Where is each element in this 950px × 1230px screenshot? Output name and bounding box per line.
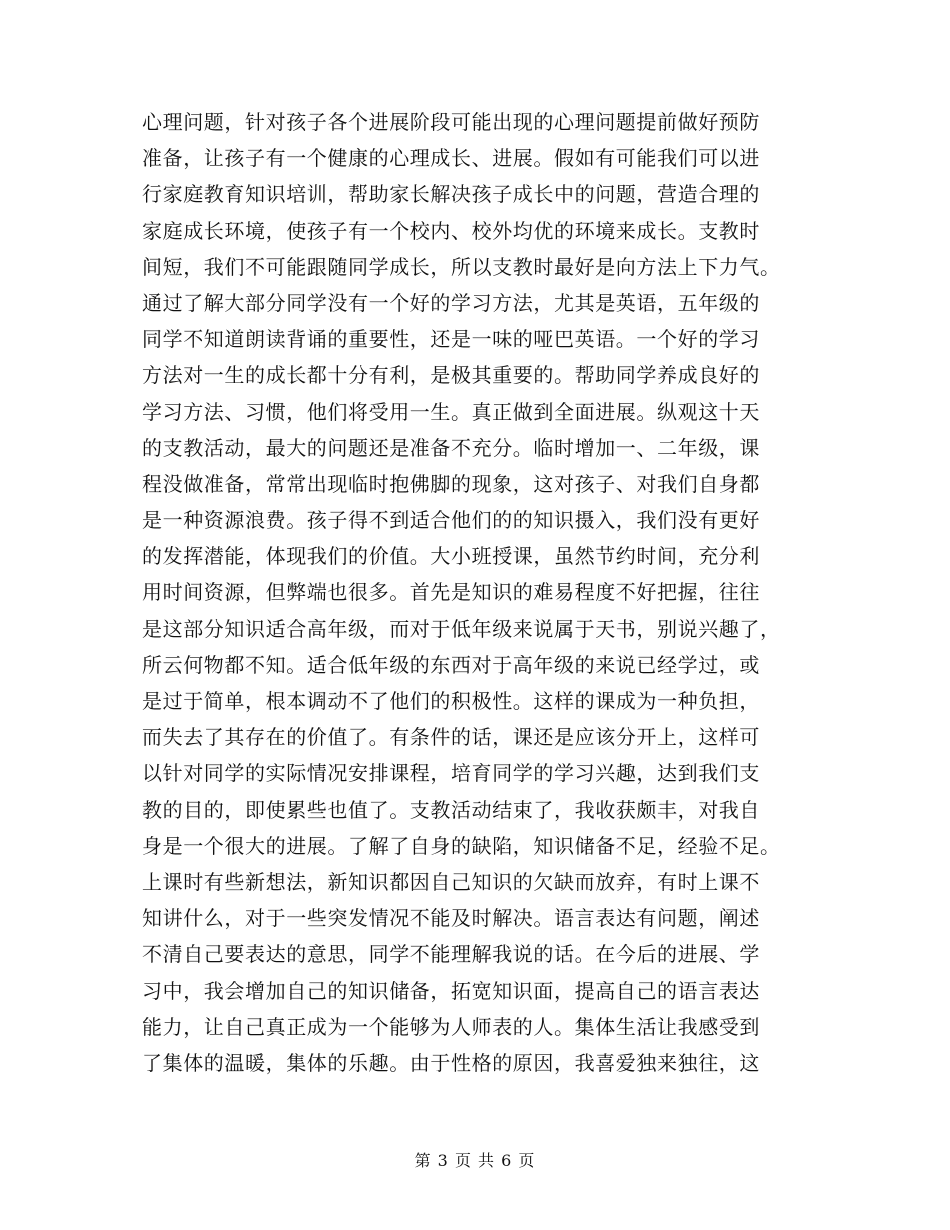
text-line: 通过了解大部分同学没有一个好的学习方法，尤其是英语，五年级的 xyxy=(142,290,760,315)
text-line: 准备，让孩子有一个健康的心理成长、进展。假如有可能我们可以进 xyxy=(142,146,760,171)
text-line: 家庭成长环境，使孩子有一个校内、校外均优的环境来成长。支教时 xyxy=(142,218,760,243)
text-line: 身是一个很大的进展。了解了自身的缺陷，知识储备不足，经验不足。 xyxy=(142,833,781,858)
text-line: 程没做准备，常常出现临时抱佛脚的现象，这对孩子、对我们自身都 xyxy=(142,471,760,496)
text-line: 是过于简单，根本调动不了他们的积极性。这样的课成为一种负担， xyxy=(142,689,760,713)
text-line: 同学不知道朗读背诵的重要性，还是一味的哑巴英语。一个好的学习 xyxy=(142,327,760,352)
text-line: 所云何物都不知。适合低年级的东西对于高年级的来说已经学过，或 xyxy=(142,652,760,677)
text-line: 而失去了其存在的价值了。有条件的话，课还是应该分开上，这样可 xyxy=(142,725,760,750)
page-footer xyxy=(0,1148,950,1171)
text-line: 用时间资源，但弊端也很多。首先是知识的难易程度不好把握，往往 xyxy=(142,580,760,605)
text-line: 能力，让自己真正成为一个能够为人师表的人。集体生活让我感受到 xyxy=(142,1014,760,1039)
text-line: 是这部分知识适合高年级，而对于低年级来说属于天书，别说兴趣了， xyxy=(142,616,781,641)
text-line: 心理问题，针对孩子各个进展阶段可能出现的心理问题提前做好预防 xyxy=(142,110,760,134)
text-line: 的支教活动，最大的问题还是准备不充分。临时增加一、二年级，课 xyxy=(142,435,760,460)
body-text xyxy=(142,104,822,1081)
text-line: 间短，我们不可能跟随同学成长，所以支教时最好是向方法上下力气。 xyxy=(142,254,781,279)
page-number: 第 3 页 共 6 页 xyxy=(414,1151,536,1170)
text-line: 是一种资源浪费。孩子得不到适合他们的的知识摄入，我们没有更好 xyxy=(142,508,760,533)
text-line: 学习方法、习惯，他们将受用一生。真正做到全面进展。纵观这十天 xyxy=(142,399,760,424)
text-line: 行家庭教育知识培训，帮助家长解决孩子成长中的问题，营造合理的 xyxy=(142,182,760,207)
text-line: 上课时有些新想法，新知识都因自己知识的欠缺而放弃，有时上课不 xyxy=(142,869,760,894)
text-line: 的发挥潜能，体现我们的价值。大小班授课，虽然节约时间，充分利 xyxy=(142,544,760,569)
text-line: 不清自己要表达的意思，同学不能理解我说的话。在今后的进展、学 xyxy=(142,942,760,967)
text-line: 了集体的温暖，集体的乐趣。由于性格的原因，我喜爱独来独往，这 xyxy=(142,1050,760,1075)
text-line: 教的目的，即使累些也值了。支教活动结束了，我收获颇丰，对我自 xyxy=(142,797,760,822)
text-line: 以针对同学的实际情况安排课程，培育同学的学习兴趣，达到我们支 xyxy=(142,761,760,786)
text-line: 方法对一生的成长都十分有利，是极其重要的。帮助同学养成良好的 xyxy=(142,363,760,388)
text-line: 习中，我会增加自己的知识储备，拓宽知识面，提高自己的语言表达 xyxy=(142,978,760,1003)
text-line: 知讲什么，对于一些突发情况不能及时解决。语言表达有问题，阐述 xyxy=(142,906,760,931)
